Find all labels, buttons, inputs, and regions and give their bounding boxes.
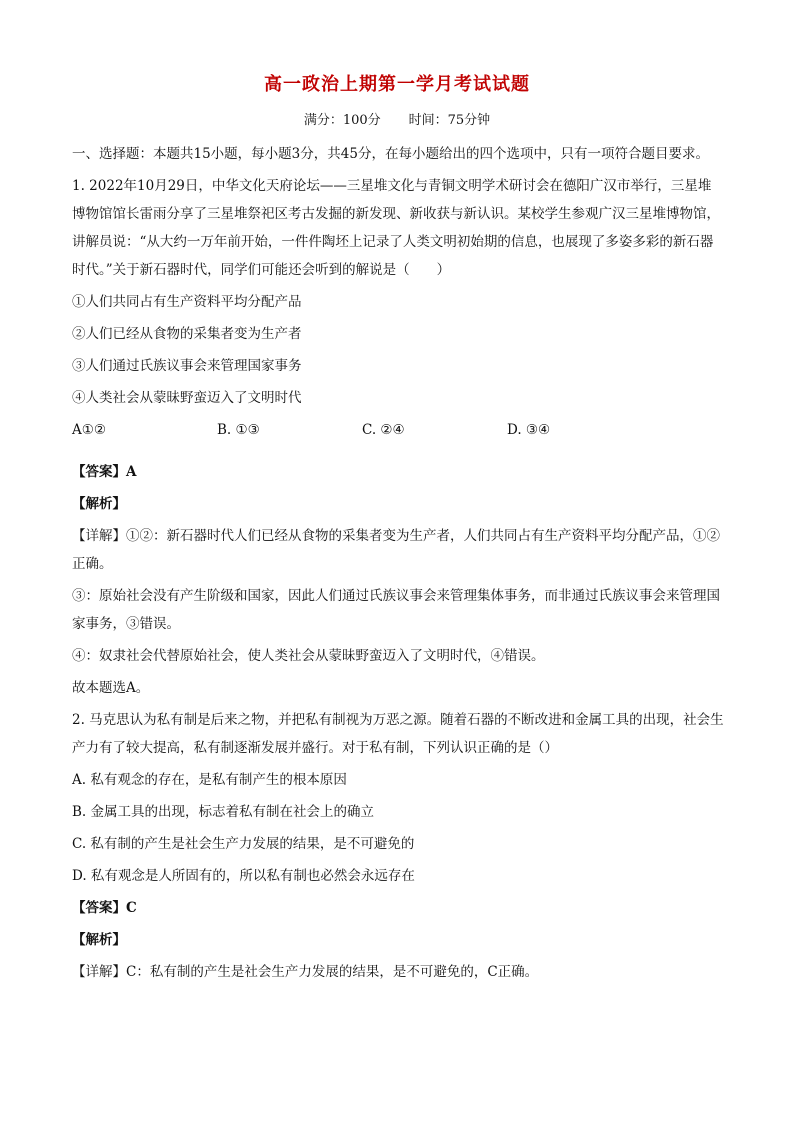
- exam-time: 时间：75分钟: [408, 113, 491, 128]
- question-1-analysis-label: 【解析】: [72, 496, 126, 512]
- question-2-detail: 【详解】C：私有制的产生是社会生产力发展的结果，是不可避免的，C正确。: [72, 964, 539, 980]
- question-2-option-b: B. 金属工具的出现，标志着私有制在社会上的确立: [72, 804, 375, 820]
- total-score: 满分：100分: [303, 113, 381, 128]
- question-2-answer: 【答案】C: [72, 900, 137, 916]
- question-1-conclusion: 故本题选A。: [72, 680, 150, 696]
- question-1-stem: 1. 2022年10月29日，中华文化天府论坛——三星堆文化与青铜文明学术研讨会在德阳广汉市举行，三星堆博物馆馆长雷雨分享了三星堆祭祀区考古发掘的新发现、新收获与新认识。某校学生参观广汉三星堆博物馆，讲解员说：“从大约一万年前开始，一件件陶坯上记录了人类文明初始期的信息，也展现了多姿多彩的新石器时代。”关于新石器时代，同学们可能还会听到的解说是（ ）: [72, 178, 720, 278]
- question-1-item: ②人们已经从食物的采集者变为生产者: [72, 326, 302, 342]
- question-2-option-a: A. 私有观念的存在，是私有制产生的根本原因: [72, 772, 347, 788]
- question-1-detail: 【详解】①②：新石器时代人们已经从食物的采集者变为生产者，人们共同占有生产资料平均分配产品，①②正确。: [72, 528, 720, 572]
- question-1-option-c: C. ②④: [362, 422, 405, 438]
- question-1-options: [72, 416, 652, 444]
- question-2-option-c: C. 私有制的产生是社会生产力发展的结果，是不可避免的: [72, 836, 415, 852]
- section-instructions: 一、选择题：本题共15小题，每小题3分，共45分，在每小题给出的四个选项中，只有一项符合题目要求。: [72, 146, 709, 162]
- question-2-stem: 2. 马克思认为私有制是后来之物，并把私有制视为万恶之源。随着石器的不断改进和金属工具的出现，社会生产力有了较大提高，私有制逐渐发展并盛行。对于私有制，下列认识正确的是（）: [72, 712, 724, 756]
- question-1-option-a: A①②: [72, 422, 106, 438]
- question-1-detail: ④：奴隶社会代替原始社会，使人类社会从蒙昧野蛮迈入了文明时代，④错误。: [72, 648, 545, 664]
- question-2-analysis-label: 【解析】: [72, 932, 126, 948]
- question-1-answer: 【答案】A: [72, 464, 137, 480]
- question-1-item: ④人类社会从蒙昧野蛮迈入了文明时代: [72, 390, 302, 406]
- exam-content: [72, 140, 724, 986]
- exam-meta: [0, 109, 794, 128]
- question-2-option-d: D. 私有观念是人所固有的，所以私有制也必然会永远存在: [72, 868, 415, 884]
- question-1-detail: ③：原始社会没有产生阶级和国家，因此人们通过氏族议事会来管理集体事务，而非通过氏族议事会来管理国家事务，③错误。: [72, 588, 720, 632]
- question-1-option-b: B. ①③: [217, 422, 260, 438]
- question-1-item: ③人们通过氏族议事会来管理国家事务: [72, 358, 302, 374]
- question-1-item: ①人们共同占有生产资料平均分配产品: [72, 294, 302, 310]
- page-title: 高一政治上期第一学月考试试题: [264, 74, 530, 95]
- question-1-option-d: D. ③④: [507, 422, 551, 438]
